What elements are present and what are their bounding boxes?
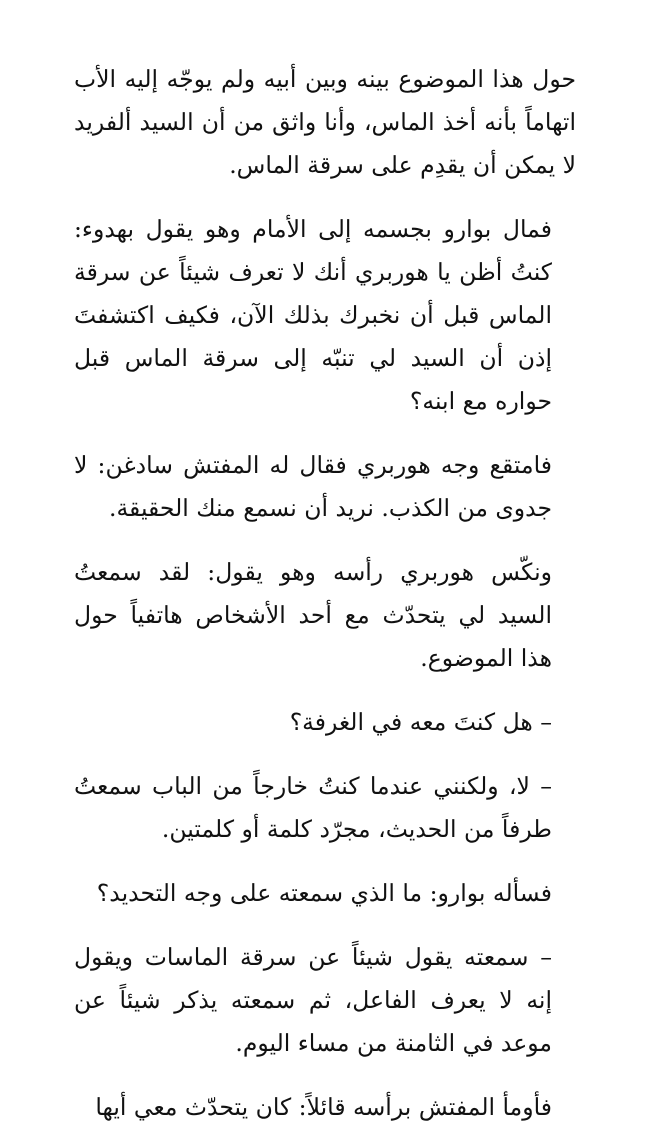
- paragraph-5: – هل كنتَ معه في الغرفة؟: [289, 708, 552, 736]
- paragraph-1: حول هذا الموضوع بينه وبين أبيه ولم يوجّه إليه الأب اتهاماً بأنه أخذ الماس، وأنا واثق من أن السيد ألفريد لا يمكن أن يقدِم على سرقة الماس.: [74, 65, 576, 179]
- paragraph-3: فامتقع وجه هوربري فقال له المفتش سادغن: لا جدوى من الكذب. نريد أن نسمع منك الحقيقة.: [74, 451, 552, 522]
- paragraph-9: فأومأ المفتش برأسه قائلاً: كان يتحدّث معي أيها: [95, 1093, 552, 1121]
- paragraph-6: – لا، ولكنني عندما كنتُ خارجاً من الباب سمعتُ طرفاً من الحديث، مجرّد كلمة أو كلمتين.: [74, 772, 552, 843]
- paragraph-7: فسأله بوارو: ما الذي سمعته على وجه التحديد؟: [96, 879, 552, 907]
- paragraph-8: – سمعته يقول شيئاً عن سرقة الماسات ويقول إنه لا يعرف الفاعل، ثم سمعته يذكر شيئاً عن موعد في الثامنة من مساء اليوم.: [74, 943, 552, 1057]
- paragraph-2: فمال بوارو بجسمه إلى الأمام وهو يقول بهدوء: كنتُ أظن يا هوربري أنك لا تعرف شيئاً عن سرقة الماس قبل أن نخبرك بذلك الآن، فكيف اكتشفتَ إذن أن السيد لي تنبّه إلى سرقة الماس قبل حواره مع ابنه؟: [74, 215, 552, 415]
- paragraph-4: ونكّس هوربري رأسه وهو يقول: لقد سمعتُ السيد لي يتحدّث مع أحد الأشخاص هاتفياً حول هذا الموضوع.: [74, 558, 552, 672]
- text-body: [74, 58, 576, 1129]
